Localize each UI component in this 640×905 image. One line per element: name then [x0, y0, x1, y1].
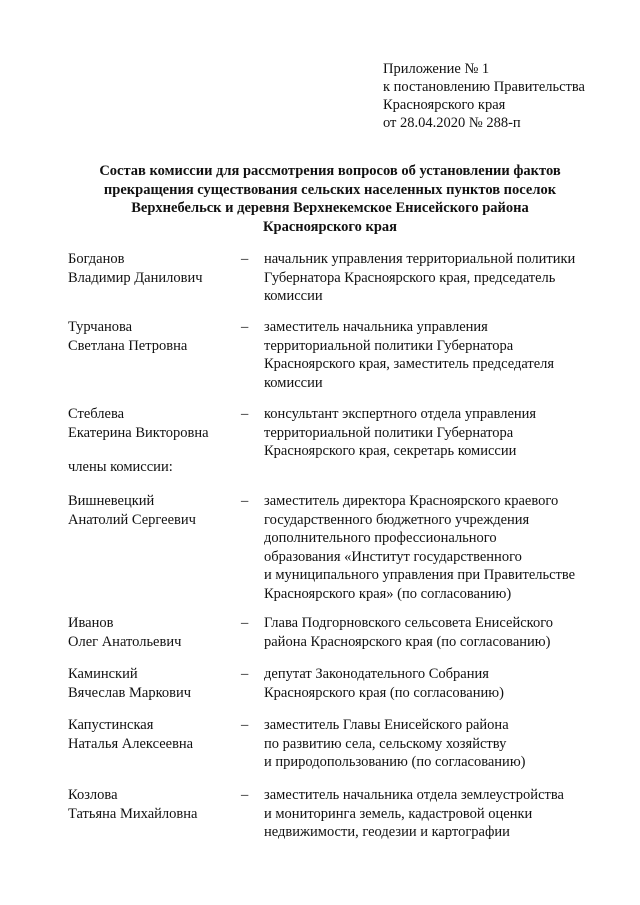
position-line: дополнительного профессионального [264, 530, 497, 546]
surname: Стеблева [68, 406, 125, 422]
member-position [264, 665, 504, 702]
surname: Вишневецкий [68, 493, 155, 509]
dash: – [241, 615, 249, 631]
position-line: недвижимости, геодезии и картографии [264, 824, 510, 840]
position-line: депутат Законодательного Собрания [264, 666, 489, 682]
position-line: Красноярского края (по согласованию) [264, 684, 504, 701]
member-position [264, 318, 554, 392]
members-label: члены комиссии: [68, 459, 173, 475]
position-line: начальник управления территориальной политики [264, 251, 576, 267]
position-line: территориальной политики Губернатора [264, 424, 514, 441]
position-line: заместитель начальника отдела землеустройства [264, 787, 564, 803]
title-line: Верхнебельск и деревня Верхнекемское Енисейского района [131, 200, 529, 216]
surname: Турчанова [68, 319, 133, 335]
title-line: Красноярского края [263, 218, 397, 235]
position-line: Красноярского края» (по согласованию) [264, 585, 512, 602]
position-line: заместитель директора Красноярского краевого [264, 493, 559, 509]
appendix-line: Красноярского края [383, 97, 506, 113]
position-line: заместитель начальника управления [264, 319, 488, 335]
dash: – [241, 251, 249, 267]
given-names: Анатолий Сергеевич [68, 511, 196, 528]
member-position [264, 716, 525, 772]
surname: Богданов [68, 251, 125, 267]
position-line: заместитель Главы Енисейского района [264, 717, 509, 733]
document-title [60, 162, 600, 236]
position-line: и мониторинга земель, кадастровой оценки [264, 805, 533, 822]
member-name [68, 492, 196, 529]
member-name [68, 318, 187, 355]
position-line: Красноярского края, секретарь комиссии [264, 443, 517, 459]
title-line: прекращения существования сельских населенных пунктов поселок [103, 181, 557, 198]
position-line: комиссии [264, 374, 323, 391]
member-position [264, 405, 536, 461]
member-name [68, 786, 197, 823]
dash: – [241, 406, 249, 422]
appendix-line: от 28.04.2020 № 288-п [383, 115, 521, 131]
member-position [264, 786, 564, 842]
member-position [264, 492, 575, 603]
surname: Каминский [68, 666, 138, 682]
given-names: Вячеслав Маркович [68, 684, 192, 701]
dash: – [241, 717, 249, 733]
member-position [264, 614, 553, 651]
member-name [68, 250, 203, 287]
appendix-line: к постановлению Правительства [383, 79, 585, 95]
given-names: Светлана Петровна [68, 337, 188, 354]
position-line: района Красноярского края (по согласованию) [264, 633, 551, 650]
surname: Капустинская [68, 717, 154, 733]
position-line: комиссии [264, 288, 323, 304]
dash: – [241, 666, 249, 682]
surname: Иванов [68, 615, 114, 631]
appendix-block [383, 60, 585, 132]
given-names: Владимир Данилович [68, 269, 203, 286]
given-names: Наталья Алексеевна [68, 735, 194, 752]
position-line: Красноярского края, заместитель председателя [264, 356, 555, 372]
position-line: образования «Институт государственного [264, 548, 522, 565]
position-line: территориальной политики Губернатора [264, 337, 514, 354]
dash: – [241, 319, 249, 335]
member-name [68, 716, 193, 753]
surname: Козлова [68, 787, 118, 803]
member-name [68, 665, 191, 702]
given-names: Олег Анатольевич [68, 633, 182, 650]
dash: – [241, 493, 249, 509]
given-names: Екатерина Викторовна [68, 424, 209, 441]
member-name [68, 614, 181, 651]
position-line: по развитию села, сельскому хозяйству [264, 735, 507, 752]
position-line: государственного бюджетного учреждения [264, 511, 530, 528]
position-line: консультант экспертного отдела управления [264, 406, 537, 422]
given-names: Татьяна Михайловна [68, 805, 198, 822]
position-line: и природопользованию (по согласованию) [264, 754, 526, 770]
position-line: и муниципального управления при Правительстве [264, 567, 576, 583]
title-line: Состав комиссии для рассмотрения вопросов об установлении фактов [99, 163, 561, 179]
member-name [68, 405, 209, 442]
appendix-line: Приложение № 1 [383, 61, 490, 77]
position-line: Губернатора Красноярского края, председатель [264, 269, 556, 286]
dash: – [241, 787, 249, 803]
member-position [264, 250, 575, 306]
position-line: Глава Подгорновского сельсовета Енисейского [264, 615, 554, 631]
